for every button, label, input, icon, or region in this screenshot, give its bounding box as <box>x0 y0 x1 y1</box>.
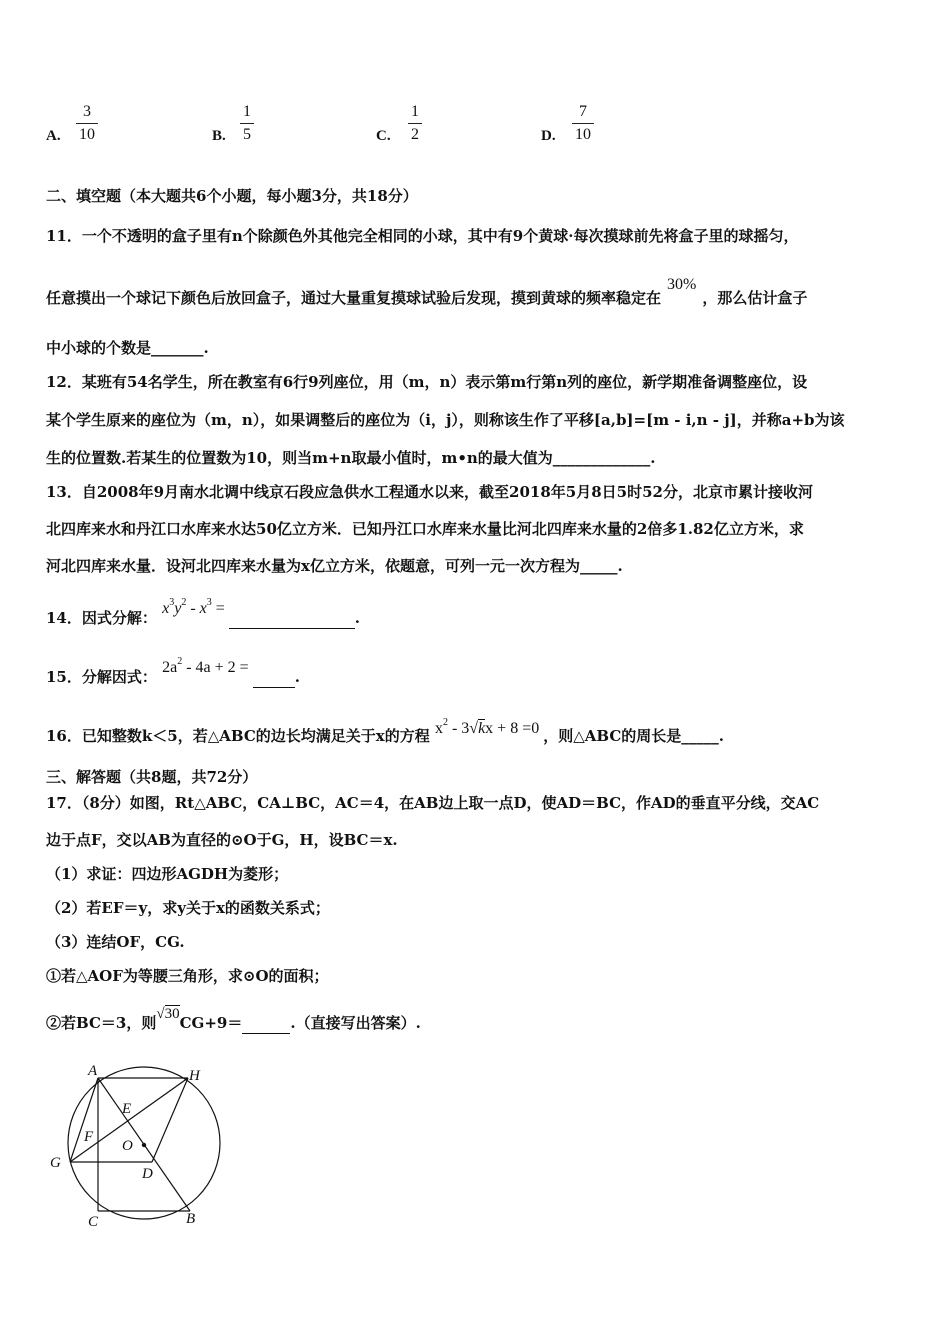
var-k: k <box>478 720 486 737</box>
q17-line2: 边于点F，交以AB为直径的⊙O于G，H，设BC＝x. <box>46 831 398 849</box>
option-b-label: B. <box>212 128 226 144</box>
numerator: 1 <box>243 103 251 120</box>
exponent: 2 <box>177 656 183 667</box>
q13-line2: 北四库来水和丹江口水库来水达50亿立方米．已知丹江口水库来水量比河北四库来水量的2倍多1.82亿立方米，求 <box>46 520 804 538</box>
q17-case2 <box>46 1006 421 1034</box>
var-x: x <box>199 600 207 617</box>
equals-sign: = <box>215 600 225 617</box>
q14-prefix: 14．因式分解： <box>46 609 157 627</box>
q12-line3: 生的位置数.若某生的位置数为10，则当m+n取最小值时，m•n的最大值为_____________. <box>46 449 656 467</box>
q17-case2-mid: CG+9＝ <box>179 1014 243 1032</box>
q13-line3: 河北四库来水量．设河北四库来水量为x亿立方米，依题意，可列一元一次方程为_____. <box>46 557 623 575</box>
q14-expression <box>162 597 229 617</box>
term: x + 8 =0 <box>485 720 540 737</box>
denominator: 10 <box>79 126 95 143</box>
denominator: 5 <box>243 126 251 143</box>
radicand: 30 <box>164 1006 180 1022</box>
label-b: B <box>186 1211 196 1227</box>
q17-case1: ①若△AOF为等腰三角形，求⊙O的面积； <box>46 967 329 985</box>
q12-line2: 某个学生原来的座位为（m，n），如果调整后的座位为（i，j），则称该生作了平移[a,b]=[m - i,n - j]，并称a+b为该 <box>46 411 845 429</box>
q12-line1: 12．某班有54名学生，所在教室有6行9列座位，用（m，n）表示第m行第n列的座位，新学期准备调整座位，设 <box>46 373 808 391</box>
label-d: D <box>142 1166 153 1182</box>
label-o: O <box>122 1138 133 1154</box>
q14-suffix: . <box>354 609 361 627</box>
q11-line2a: 任意摸出一个球记下颜色后放回盒子，通过大量重复摸球试验后发现，摸到黄球的频率稳定在 <box>46 289 662 307</box>
q16-suffix: ，则△ABC的周长是_____. <box>543 727 725 745</box>
section-3-title: 三、解答题（共8题，共72分） <box>46 768 258 786</box>
q11-percent: 30% <box>667 276 697 293</box>
q17-line1: 17．（8分）如图，Rt△ABC，CA⊥BC，AC＝4，在AB边上取一点D，使AD＝BC，作AD的垂直平分线，交AC <box>46 794 820 812</box>
q15-answer-blank[interactable] <box>253 687 295 688</box>
q17-case2-prefix: ②若BC＝3，则 <box>46 1014 157 1032</box>
q17-part2: （2）若EF＝y，求y关于x的函数关系式； <box>46 899 330 917</box>
section-2-title: 二、填空题（本大题共6个小题，每小题3分，共18分） <box>46 187 418 205</box>
term: - 4a + 2 = <box>182 659 249 676</box>
option-d-fraction <box>572 103 594 144</box>
q16-line <box>46 717 725 747</box>
denominator: 10 <box>575 126 591 143</box>
exponent: 2 <box>442 717 448 728</box>
option-b-fraction <box>240 103 254 144</box>
sqrt-30 <box>156 1006 179 1022</box>
q11-line2 <box>46 276 808 309</box>
option-c-fraction <box>408 103 422 144</box>
sqrt-icon: √ <box>156 1006 165 1022</box>
q14-line <box>46 597 361 629</box>
exponent: 3 <box>206 597 212 608</box>
q17-part1: （1）求证：四边形AGDH为菱形； <box>46 865 289 883</box>
q11-line1: 11．一个不透明的盒子里有n个除颜色外其他完全相同的小球，其中有9个黄球·每次摸球前先将盒子里的球摇匀， <box>46 227 799 245</box>
term: - 3 <box>447 720 470 737</box>
var-x: x <box>434 720 443 737</box>
q14-answer-blank[interactable] <box>229 628 355 629</box>
q17-case2-suffix: .（直接写出答案）. <box>290 1014 421 1032</box>
option-c-label: C. <box>376 128 391 144</box>
label-f: F <box>84 1129 94 1145</box>
q15-suffix: . <box>294 668 300 686</box>
q16-prefix: 16．已知整数k＜5，若△ABC的边长均满足关于x的方程 <box>46 727 430 745</box>
label-h: H <box>189 1068 200 1084</box>
q11-line3: 中小球的个数是_______. <box>46 339 209 357</box>
exponent: 3 <box>169 597 175 608</box>
exponent: 2 <box>181 597 187 608</box>
q16-equation <box>434 717 543 737</box>
term: 2a <box>162 659 178 676</box>
var-x: x <box>162 600 170 617</box>
option-a-label: A. <box>46 128 61 144</box>
minus-sign: - <box>190 600 196 617</box>
label-a: A <box>88 1063 98 1079</box>
option-d-label: D. <box>541 128 556 144</box>
q17-part3: （3）连结OF，CG. <box>46 933 185 951</box>
label-g: G <box>50 1155 61 1171</box>
label-e: E <box>122 1101 132 1117</box>
label-c: C <box>88 1214 99 1230</box>
q13-line1: 13．自2008年9月南水北调中线京石段应急供水工程通水以来，截至2018年5月8日5时52分，北京市累计接收河 <box>46 483 813 501</box>
segment-ag <box>70 1078 98 1162</box>
center-point <box>142 1143 146 1147</box>
geometry-figure <box>44 1058 226 1230</box>
var-y: y <box>174 600 182 617</box>
q15-prefix: 15．分解因式： <box>46 668 157 686</box>
denominator: 2 <box>411 126 419 143</box>
numerator: 3 <box>83 103 91 120</box>
q15-expression <box>162 656 253 676</box>
option-a-fraction <box>76 103 98 144</box>
q17-answer-blank[interactable] <box>242 1033 290 1034</box>
numerator: 7 <box>579 103 587 120</box>
numerator: 1 <box>411 103 419 120</box>
sqrt-icon: √ <box>469 720 479 737</box>
q11-line2b: ，那么估计盒子 <box>702 289 808 307</box>
q15-line <box>46 656 300 688</box>
